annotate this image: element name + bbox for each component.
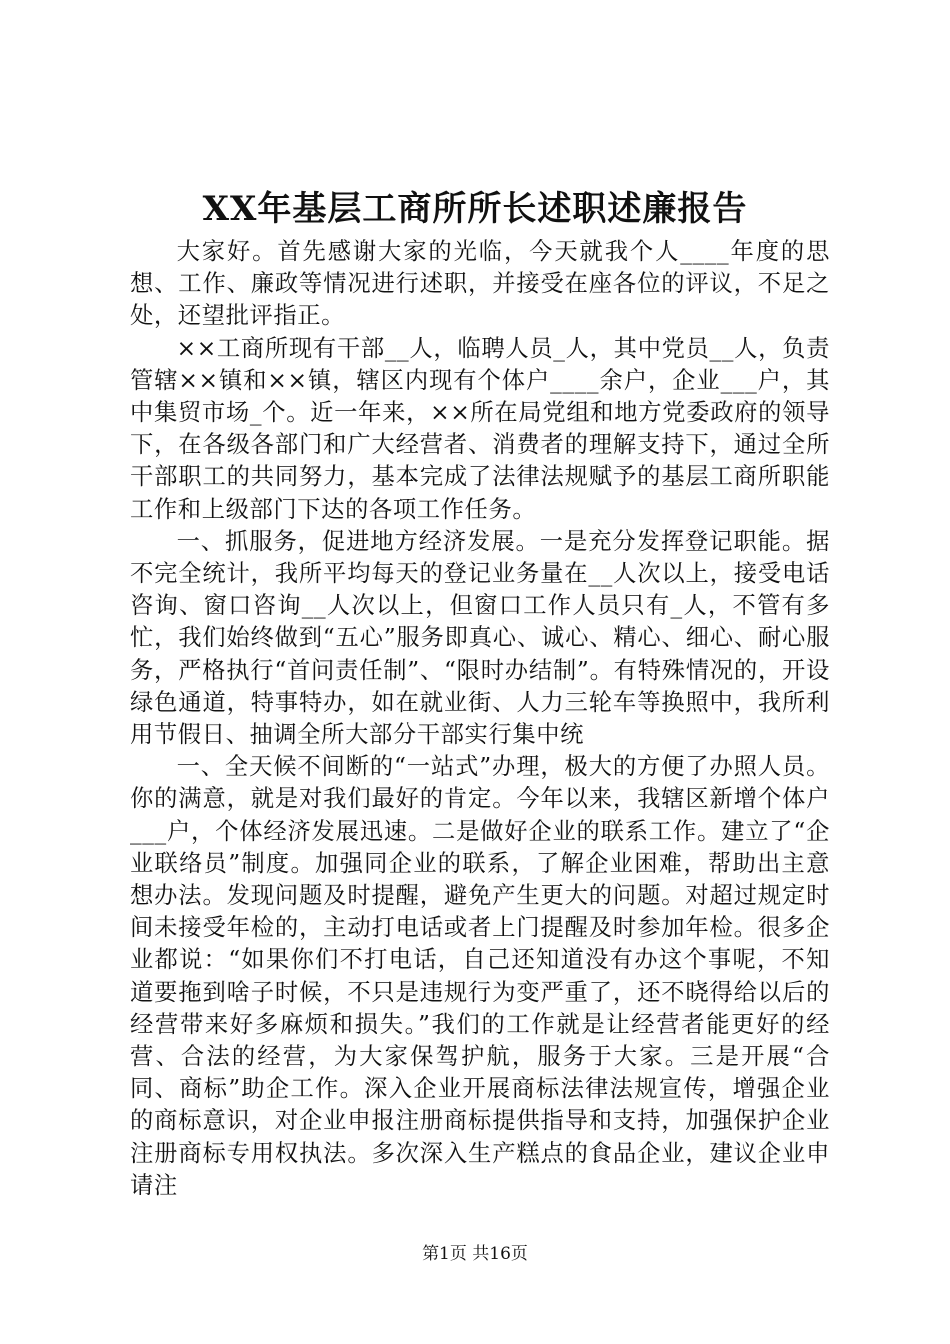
page-title: XX年基层工商所所长述职述廉报告 bbox=[202, 189, 748, 229]
paragraph-overview: ××工商所现有干部__人，临聘人员_人，其中党员__人，负责管辖××镇和××镇，辖区内现有个体户____余户，企业___户，其中集贸市场_个。近一年来，××所在局党组和地方党委政府的领导下，在各级各部门和广大经营者、消费者的理解支持下，通过全所干部职工的共同努力，基本完成了法律法规赋予的基层工商所职能工作和上级部门下达的各项工作任务。 bbox=[130, 334, 830, 523]
page-footer: 第1页 共16页 bbox=[422, 1244, 528, 1264]
document-body bbox=[130, 236, 830, 1202]
paragraph-section-one: 一、抓服务，促进地方经济发展。一是充分发挥登记职能。据不完全统计，我所平均每天的登记业务量在__人次以上，接受电话咨询、窗口咨询__人次以上，但窗口工作人员只有_人，不管有多忙，我们始终做到“五心”服务即真心、诚心、精心、细心、耐心服务，严格执行“首问责任制”、“限时办结制”。有特殊情况的，开设绿色通道，特事特办，如在就业街、人力三轮车等换照中，我所利用节假日、抽调全所大部分干部实行集中统 bbox=[130, 527, 830, 749]
paragraph-section-continued: 一、全天候不间断的“一站式”办理，极大的方便了办照人员。你的满意，就是对我们最好的肯定。今年以来，我辖区新增个体户___户，个体经济发展迅速。二是做好企业的联系工作。建立了“企业联络员”制度。加强同企业的联系，了解企业困难，帮助出主意想办法。发现问题及时提醒，避免产生更大的问题。对超过规定时间未接受年检的，主动打电话或者上门提醒及时参加年检。很多企业都说：“如果你们不打电话，自己还知道没有办这个事呢，不知道要拖到啥子时候，不只是违规行为变严重了，还不晓得给以后的经营带来好多麻烦和损失。”我们的工作就是让经营者能更好的经营、合法的经营，为大家保驾护航，服务于大家。三是开展“合同、商标”助企工作。深入企业开展商标法律法规宣传，增强企业的商标意识，对企业申报注册商标提供指导和支持，加强保护企业注册商标专用权执法。多次深入生产糕点的食品企业，建议企业申请注 bbox=[130, 753, 830, 1199]
paragraph-intro: 大家好。首先感谢大家的光临，今天就我个人____年度的思想、工作、廉政等情况进行述职，并接受在座各位的评议，不足之处，还望批评指正。 bbox=[130, 238, 830, 330]
